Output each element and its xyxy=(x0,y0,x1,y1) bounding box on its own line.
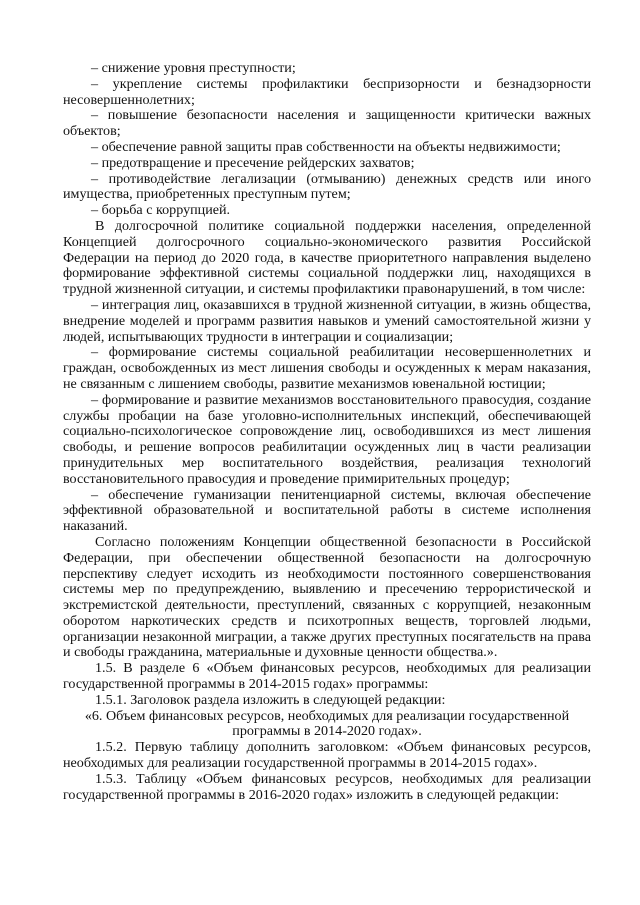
clause-1-5-2: 1.5.2. Первую таблицу дополнить заголовком: «Объем финансовых ресурсов, необходимых для реализации государственной программы в 2014-2015 годах». xyxy=(63,739,591,772)
document-body xyxy=(63,61,591,803)
clause-1-5-1: 1.5.1. Заголовок раздела изложить в следующей редакции: xyxy=(95,691,446,708)
list-item-population-safety: – повышение безопасности населения и защищенности критически важных объектов; xyxy=(63,107,591,140)
list-item-crime-reduction: – снижение уровня преступности; xyxy=(91,60,296,76)
list-item-anti-laundering: – противодействие легализации (отмыванию) денежных средств или иного имущества, приобретенных преступным путем; xyxy=(63,170,591,203)
clause-1-5: 1.5. В разделе 6 «Объем финансовых ресурсов, необходимых для реализации государственной программы в 2014-2015 годах» программы: xyxy=(63,660,591,693)
list-item-rehabilitation-system: – формирование системы социальной реабилитации несовершеннолетних и граждан, освобожденных из мест лишения свободы и осужденных к мерам наказания, не связанным с лишением свободы, развитие механизмов ювенальной юстиции; xyxy=(63,344,591,392)
list-item-raider-prevention: – предотвращение и пресечение рейдерских захватов; xyxy=(91,154,415,171)
list-item-restorative-justice: – формирование и развитие механизмов восстановительного правосудия, создание службы пробации на базе уголовно-исполнительных инспекций, обеспечивающей социально-психологическое сопровождение лиц, освободившихся из мест лишения свободы, и решение вопросов реабилитации осужденных лиц в части реализации принудительных мер воспитательного воздействия, реализация технологий восстановительного правосудия и проведение примирительных процедур; xyxy=(63,391,591,487)
list-item-integration: – интеграция лиц, оказавшихся в трудной жизненной ситуации, в жизнь общества, внедрение моделей и программ развития навыков и умений самостоятельной жизни у людей, испытывающих трудности в интеграции и социализации; xyxy=(63,296,591,345)
list-item-anti-corruption: – борьба с коррупцией. xyxy=(91,202,231,219)
paragraph-social-policy: В долгосрочной политике социальной поддержки населения, определенной Концепцией долгосрочного социально-экономического развития Российской Федерации на период до 2020 года, в качестве приоритетного направления выделено формирование эффективной системы социальной поддержки лиц, находящихся в трудной жизненной ситуации, и системы профилактики правонарушений, в том числе: xyxy=(63,217,591,298)
list-item-property-protection: – обеспечение равной защиты прав собственности на объекты недвижимости; xyxy=(91,138,561,155)
list-item-penitentiary-humanization: – обеспечение гуманизации пенитенциарной системы, включая обеспечение эффективной образовательной и воспитательной работы в системе исполнения наказаний. xyxy=(63,486,591,535)
clause-1-5-3: 1.5.3. Таблицу «Объем финансовых ресурсов, необходимых для реализации государственной программы в 2016-2020 годах» изложить в следующей редакции: xyxy=(63,770,591,803)
list-item-juvenile-prevention: – укрепление системы профилактики беспризорности и безнадзорности несовершеннолетних; xyxy=(63,75,591,108)
section-heading-quote: «6. Объем финансовых ресурсов, необходимых для реализации государственной программы в 2014-2020 годах». xyxy=(84,707,570,740)
paragraph-public-safety-concept: Согласно положениям Концепции общественной безопасности в Российской Федерации, при обеспечении общественной безопасности на долгосрочную перспективу следует исходить из необходимости постоянного совершенствования системы мер по предупреждению, выявлению и пресечению террористической и экстремистской деятельности, преступлений, связанных с коррупцией, незаконным оборотом наркотических средств и психотропных веществ, торговлей людьми, организации незаконной миграции, а также других преступных посягательств на права и свободы гражданина, материальные и духовные ценности общества.». xyxy=(63,533,591,661)
